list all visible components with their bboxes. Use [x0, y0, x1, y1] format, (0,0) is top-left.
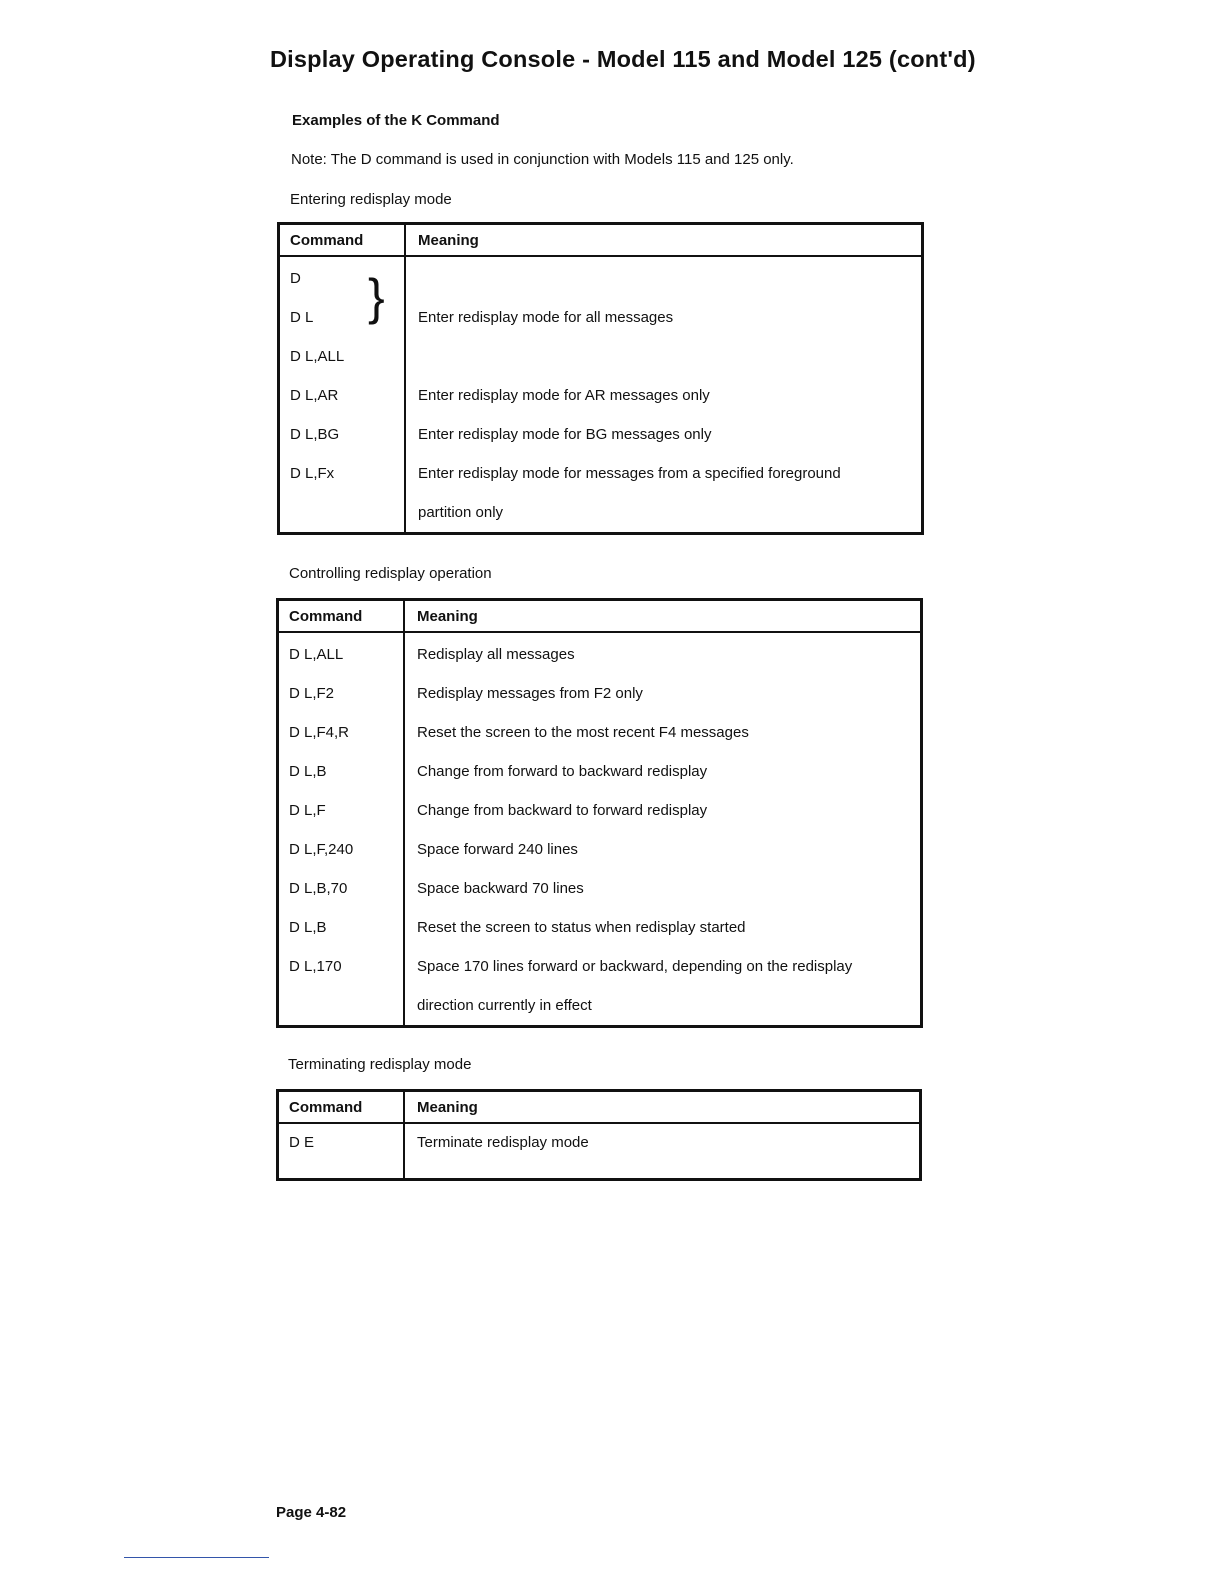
- meaning-cell: Redisplay all messages: [417, 646, 575, 663]
- table-controlling-redisplay: [276, 598, 923, 1028]
- meaning-cell: Redisplay messages from F2 only: [417, 685, 643, 702]
- header-meaning: Meaning: [404, 600, 922, 633]
- table-row: [278, 713, 922, 752]
- meaning-cell: Enter redisplay mode for messages from a specified foreground: [418, 465, 841, 482]
- command-cell: [279, 493, 406, 534]
- command-cell: D L,B: [278, 908, 405, 947]
- table-header-row: [278, 600, 922, 633]
- table-row: [279, 376, 923, 415]
- command-cell: D E: [278, 1123, 405, 1180]
- meaning-cell: Terminate redisplay mode: [417, 1134, 589, 1151]
- meaning-cell: Space forward 240 lines: [417, 841, 578, 858]
- command-cell: D L,BG: [279, 415, 406, 454]
- table-row: [278, 947, 922, 986]
- meaning-cell: Enter redisplay mode for AR messages only: [418, 387, 710, 404]
- table-header-row: [278, 1091, 921, 1124]
- command-cell: D: [279, 256, 406, 298]
- meaning-continuation-cell: partition only: [418, 504, 504, 521]
- meaning-cell: Change from forward to backward redisplay: [417, 763, 708, 780]
- command-cell: D L,F: [278, 791, 405, 830]
- command-cell: D L,Fx: [279, 454, 406, 493]
- command-cell: D L,F,240: [278, 830, 405, 869]
- caption-terminating-redisplay: Terminating redisplay mode: [288, 1056, 472, 1073]
- table-row: [278, 632, 922, 674]
- meaning-cell: Reset the screen to status when redisplay started: [417, 919, 746, 936]
- command-cell: D L: [279, 298, 406, 337]
- grouping-brace: }: [368, 269, 385, 325]
- page-number: Page 4-82: [276, 1504, 347, 1521]
- table-row: [279, 454, 923, 493]
- table-row: [278, 908, 922, 947]
- header-command: Command: [278, 600, 405, 633]
- meaning-cell: Enter redisplay mode for BG messages only: [418, 426, 712, 443]
- table-row: [279, 415, 923, 454]
- header-meaning: Meaning: [405, 224, 923, 257]
- command-cell: D L,170: [278, 947, 405, 986]
- command-cell: D L,B,70: [278, 869, 405, 908]
- table-terminating-redisplay: [276, 1089, 922, 1181]
- meaning-cell: Change from backward to forward redisplay: [417, 802, 708, 819]
- meaning-cell: Enter redisplay mode for all messages: [418, 309, 674, 326]
- caption-controlling-redisplay: Controlling redisplay operation: [289, 565, 492, 582]
- table-row: [278, 869, 922, 908]
- meaning-cell: Space 170 lines forward or backward, depending on the redisplay: [417, 958, 853, 975]
- command-cell: D L,ALL: [278, 632, 405, 674]
- table-row: [278, 791, 922, 830]
- command-cell: D L,F2: [278, 674, 405, 713]
- table-row: [278, 674, 922, 713]
- command-cell: D L,ALL: [279, 337, 406, 376]
- table-row: [279, 493, 923, 534]
- meaning-cell: Reset the screen to the most recent F4 messages: [417, 724, 749, 741]
- header-meaning: Meaning: [404, 1091, 921, 1124]
- meaning-cell: Space backward 70 lines: [417, 880, 584, 897]
- command-cell: D L,B: [278, 752, 405, 791]
- page-title: Display Operating Console - Model 115 and Model 125 (cont'd): [270, 46, 976, 72]
- note-text: Note: The D command is used in conjunction with Models 115 and 125 only.: [291, 151, 794, 168]
- header-command: Command: [278, 1091, 405, 1124]
- command-cell: D L,F4,R: [278, 713, 405, 752]
- table-row: [278, 752, 922, 791]
- table-row: [278, 830, 922, 869]
- caption-entering-redisplay: Entering redisplay mode: [290, 191, 452, 208]
- command-cell: [278, 986, 405, 1027]
- section-subheading: Examples of the K Command: [292, 112, 500, 129]
- bottom-rule: [124, 1557, 269, 1558]
- meaning-continuation-cell: direction currently in effect: [417, 997, 592, 1014]
- command-cell: D L,AR: [279, 376, 406, 415]
- table-row: [278, 986, 922, 1027]
- table-row: [278, 1123, 921, 1180]
- header-command: Command: [279, 224, 406, 257]
- table-header-row: [279, 224, 923, 257]
